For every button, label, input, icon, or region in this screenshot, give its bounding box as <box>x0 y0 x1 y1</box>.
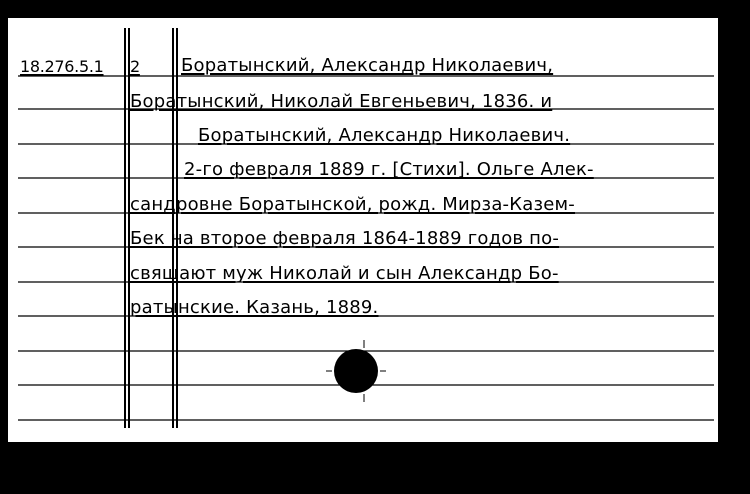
catalog-card <box>8 18 718 442</box>
card-line-2: Боратынский, Николай Евгеньевич, 1836. и <box>130 91 553 112</box>
card-line-4: 2-го февраля 1889 г. [Стихи]. Ольге Алек- <box>184 159 594 180</box>
card-line-7: свящают муж Николай и сын Александр Бо- <box>130 263 559 284</box>
card-line-3: Боратынский, Александр Николаевич. <box>198 125 571 146</box>
heading-author: Боратынский, Александр Николаевич, <box>181 55 554 76</box>
card-line-8: ратынские. Казань, 1889. <box>130 297 379 318</box>
call-number: 18.276.5.1 <box>20 57 104 76</box>
card-line-5: сандровне Боратынской, рожд. Мирза-Казем- <box>130 194 575 215</box>
card-line-6: Бек на второе февраля 1864-1889 годов по- <box>130 228 560 249</box>
drawer-number: 2 <box>130 57 140 76</box>
punch-hole <box>334 349 378 393</box>
